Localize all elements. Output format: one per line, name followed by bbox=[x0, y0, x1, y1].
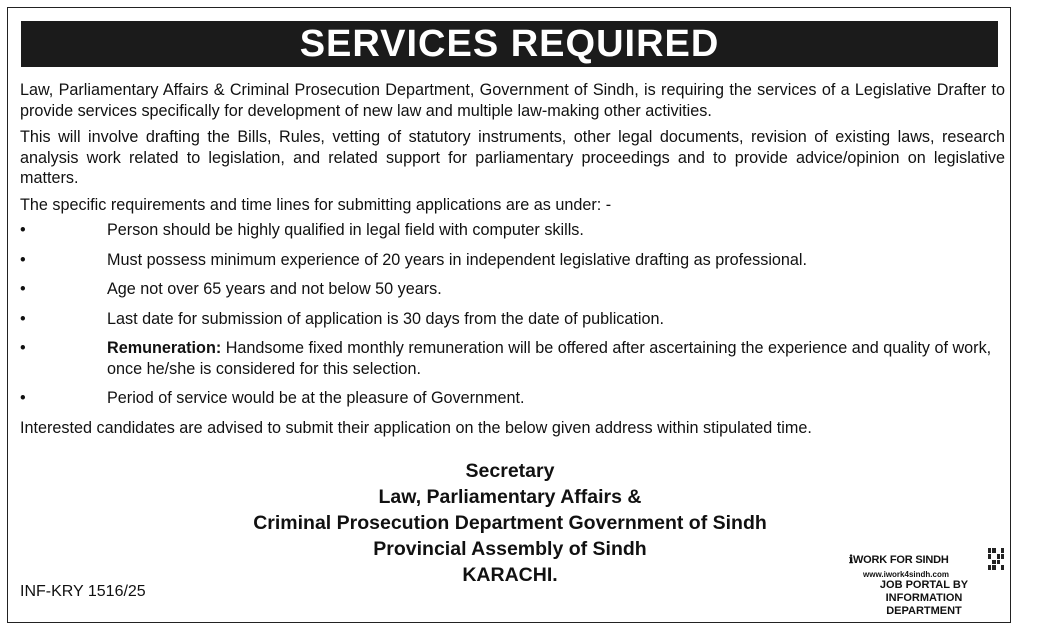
qr-code-icon bbox=[988, 548, 1004, 570]
portal-line-1: JOB PORTAL BY bbox=[879, 579, 969, 591]
bullet-icon: • bbox=[20, 221, 26, 239]
list-item bbox=[20, 388, 1005, 409]
list-item bbox=[20, 250, 1005, 271]
ad-body bbox=[20, 80, 1005, 444]
address-line-title: Secretary bbox=[465, 460, 555, 482]
ad-title: SERVICES REQUIRED bbox=[21, 21, 998, 67]
list-item-text: Handsome fixed monthly remuneration will be offered after ascertaining the experience and quality of work, once he/she is considered for this selection. bbox=[107, 339, 992, 378]
list-item-text: Period of service would be at the pleasure of Government. bbox=[107, 389, 525, 407]
closing-paragraph: Interested candidates are advised to submit their application on the below given address within stipulated time. bbox=[20, 418, 812, 437]
list-item-text: Must possess minimum experience of 20 years in independent legislative drafting as professional. bbox=[107, 250, 808, 269]
portal-logo-text: WORK FOR SINDH bbox=[852, 553, 949, 566]
portal-logo-row bbox=[849, 548, 1004, 570]
bullet-icon: • bbox=[20, 309, 26, 328]
address-line-department: Law, Parliamentary Affairs & bbox=[378, 486, 642, 508]
portal-line-2: INFORMATION DEPARTMENT bbox=[885, 592, 963, 617]
contact-address bbox=[150, 458, 870, 588]
address-line-city: KARACHI. bbox=[462, 564, 558, 586]
job-portal-badge bbox=[849, 548, 1004, 618]
list-item bbox=[20, 220, 1005, 241]
list-item-text: Age not over 65 years and not below 50 years. bbox=[107, 280, 442, 298]
list-item-text: Person should be highly qualified in legal field with computer skills. bbox=[107, 221, 584, 239]
portal-website: www.iwork4sindh.com bbox=[863, 570, 949, 579]
reference-number: INF-KRY 1516/25 bbox=[20, 583, 146, 600]
requirements-list bbox=[20, 220, 1005, 409]
portal-logo: ℹWORK FOR SINDH bbox=[849, 553, 949, 566]
bullet-icon: • bbox=[20, 389, 26, 407]
paragraph-intro-1: Law, Parliamentary Affairs & Criminal Prosecution Department, Government of Sindh, is requiring the services of a Legislative Drafter to provide services specifically for development of new law and multiple law-making other activities. bbox=[20, 81, 1005, 120]
list-item bbox=[20, 309, 1005, 330]
list-item bbox=[20, 338, 1005, 379]
address-line-location: Provincial Assembly of Sindh bbox=[373, 538, 647, 560]
bullet-icon: • bbox=[20, 339, 26, 357]
list-item bbox=[20, 279, 1005, 300]
bullet-icon: • bbox=[20, 280, 26, 298]
address-line-department-cont: Criminal Prosecution Department Government of Sindh bbox=[253, 512, 767, 534]
paragraph-intro-2: This will involve drafting the Bills, Rules, vetting of statutory instruments, other legal documents, revision of existing laws, research analysis work related to legislation, and related support for parliamentary proceedings and to provide advice/opinion on legislative matters. bbox=[20, 128, 1005, 187]
remuneration-label: Remuneration: bbox=[107, 339, 222, 357]
bullet-icon: • bbox=[20, 250, 26, 269]
paragraph-requirements-lead: The specific requirements and time lines for submitting applications are as under: - bbox=[20, 195, 612, 214]
list-item-text: Last date for submission of application is 30 days from the date of publication. bbox=[107, 309, 664, 328]
